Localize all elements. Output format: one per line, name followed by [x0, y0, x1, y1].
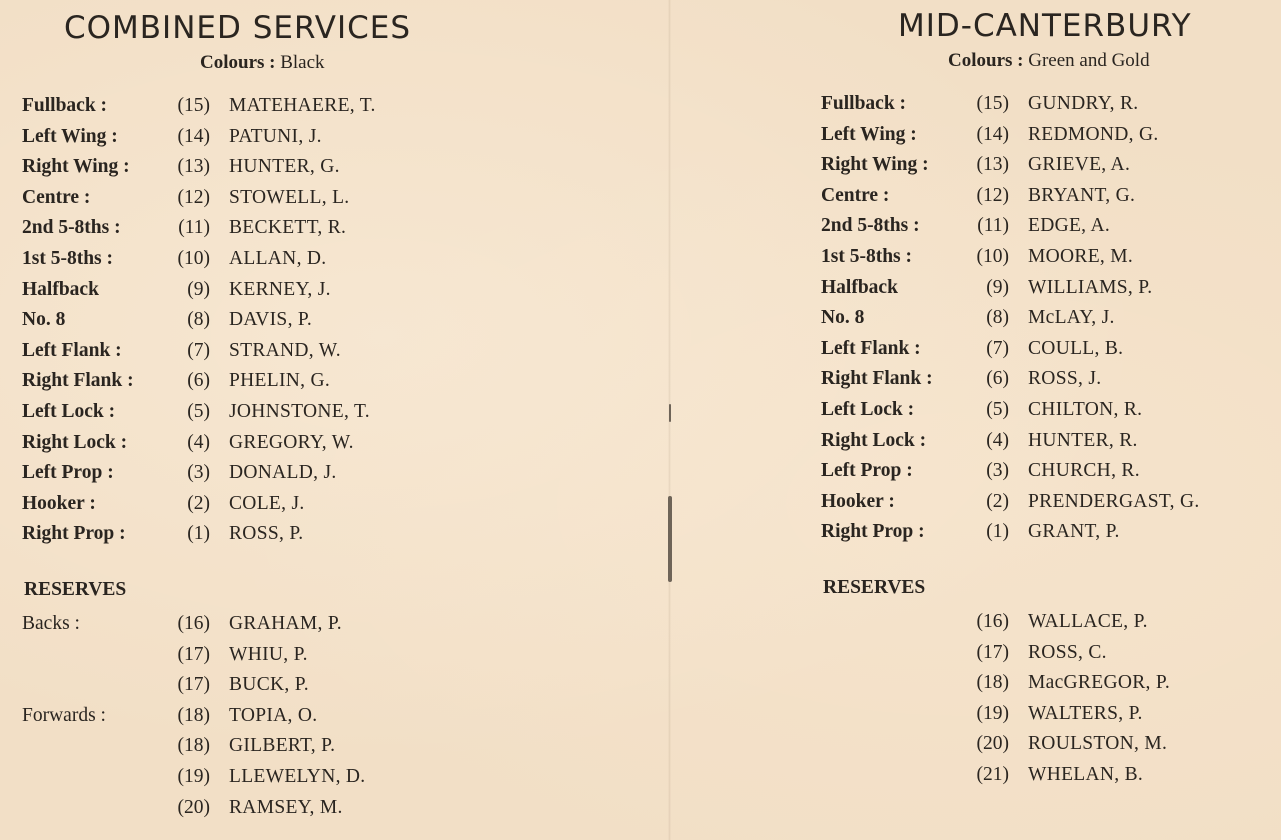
jersey-number: (4)	[986, 429, 1009, 451]
player-name: GUNDRY, R.	[1028, 93, 1139, 114]
player-name: GREGORY, W.	[229, 431, 354, 453]
player-name: LLEWELYN, D.	[229, 765, 366, 787]
jersey-number: (2)	[187, 492, 210, 514]
player-name: PATUNI, J.	[229, 125, 322, 147]
player-name: HUNTER, G.	[229, 156, 340, 178]
jersey-number: (13)	[976, 154, 1009, 176]
position-label: 1st 5-8ths :	[821, 245, 912, 267]
jersey-number: (18)	[976, 672, 1009, 694]
colours-label: Colours :	[948, 50, 1024, 71]
player-name: MacGREGOR, P.	[1028, 672, 1171, 694]
jersey-number: (15)	[976, 93, 1009, 114]
position-label: Centre :	[821, 184, 890, 206]
jersey-number: (3)	[986, 460, 1009, 482]
position-label: Halfback	[22, 278, 99, 300]
jersey-number: (18)	[177, 704, 210, 726]
player-name: RAMSEY, M.	[229, 796, 343, 818]
position-label: Left Flank :	[22, 339, 122, 361]
jersey-number: (2)	[986, 490, 1009, 512]
player-name: ALLAN, D.	[229, 247, 327, 269]
player-name: EDGE, A.	[1028, 215, 1111, 237]
position-label: Right Wing :	[22, 156, 130, 178]
position-label: No. 8	[22, 309, 66, 331]
player-name: DONALD, J.	[229, 462, 337, 484]
position-label: Right Lock :	[821, 429, 927, 451]
jersey-number: (19)	[976, 702, 1009, 724]
position-label: Right Prop :	[22, 523, 126, 545]
player-name: STOWELL, L.	[229, 186, 350, 208]
player-name: WHIU, P.	[229, 643, 308, 665]
player-name: ROSS, J.	[1028, 368, 1102, 390]
colours-value: Black	[280, 52, 325, 73]
position-label: Left Lock :	[22, 400, 116, 422]
position-label: Right Flank :	[22, 370, 134, 392]
position-label: Right Flank :	[821, 368, 933, 390]
player-name: COULL, B.	[1028, 337, 1124, 359]
player-name: PHELIN, G.	[229, 370, 331, 392]
jersey-number: (7)	[187, 339, 210, 361]
player-name: GILBERT, P.	[229, 735, 336, 757]
player-name: HUNTER, R.	[1028, 429, 1138, 451]
player-name: WILLIAMS, P.	[1028, 276, 1153, 298]
jersey-number: (6)	[986, 368, 1009, 390]
player-name: WALTERS, P.	[1028, 702, 1143, 724]
jersey-number: (16)	[177, 613, 210, 634]
position-label: Centre :	[22, 186, 91, 208]
jersey-number: (18)	[177, 735, 210, 757]
colours-value: Green and Gold	[1028, 50, 1150, 71]
jersey-number: (17)	[976, 641, 1009, 663]
jersey-number: (21)	[976, 763, 1009, 785]
player-name: MOORE, M.	[1028, 245, 1134, 267]
position-label: Hooker :	[22, 492, 96, 514]
position-label: Fullback :	[821, 93, 907, 114]
player-name: DAVIS, P.	[229, 309, 313, 331]
position-label: Left Lock :	[821, 398, 915, 420]
staple-top	[669, 404, 671, 422]
reserves-heading: RESERVES	[24, 579, 127, 600]
jersey-number: (7)	[986, 337, 1009, 359]
jersey-number: (14)	[177, 125, 210, 147]
jersey-number: (9)	[986, 276, 1009, 298]
jersey-number: (8)	[986, 307, 1009, 329]
player-name: ROSS, C.	[1028, 641, 1107, 663]
player-name: JOHNSTONE, T.	[229, 400, 370, 422]
jersey-number: (20)	[177, 796, 210, 818]
player-name: PRENDERGAST, G.	[1028, 490, 1200, 512]
jersey-number: (10)	[976, 245, 1009, 267]
jersey-number: (5)	[187, 400, 210, 422]
reserves-heading: RESERVES	[823, 577, 926, 598]
position-label: Left Flank :	[821, 337, 921, 359]
team-colours	[200, 52, 325, 74]
position-label: Left Prop :	[821, 460, 913, 482]
player-name: MATEHAERE, T.	[229, 95, 376, 116]
colours-label: Colours :	[200, 52, 276, 73]
jersey-number: (1)	[986, 521, 1009, 543]
player-name: GRAHAM, P.	[229, 613, 342, 634]
jersey-number: (13)	[177, 156, 210, 178]
reserve-group-label: Forwards :	[22, 704, 106, 726]
jersey-number: (11)	[178, 217, 210, 239]
jersey-number: (5)	[986, 398, 1009, 420]
position-label: Right Lock :	[22, 431, 128, 453]
player-name: CHILTON, R.	[1028, 398, 1143, 420]
player-name: GRIEVE, A.	[1028, 154, 1131, 176]
player-name: McLAY, J.	[1028, 307, 1115, 329]
player-name: KERNEY, J.	[229, 278, 331, 300]
reserve-group-label: Backs :	[22, 613, 80, 634]
jersey-number: (6)	[187, 370, 210, 392]
jersey-number: (9)	[187, 278, 210, 300]
position-label: Right Wing :	[821, 154, 929, 176]
jersey-number: (19)	[177, 765, 210, 787]
jersey-number: (8)	[187, 309, 210, 331]
player-name: WHELAN, B.	[1028, 763, 1144, 785]
player-name: GRANT, P.	[1028, 521, 1120, 543]
position-label: No. 8	[821, 307, 865, 329]
team-name: COMBINED SERVICES	[64, 10, 412, 46]
position-label: Left Wing :	[22, 125, 118, 147]
jersey-number: (1)	[187, 523, 210, 545]
player-name: ROSS, P.	[229, 523, 304, 545]
player-name: BECKETT, R.	[229, 217, 347, 239]
player-name: ROULSTON, M.	[1028, 733, 1168, 755]
player-name: COLE, J.	[229, 492, 305, 514]
jersey-number: (14)	[976, 123, 1009, 145]
player-name: BUCK, P.	[229, 674, 309, 696]
position-label: 2nd 5-8ths :	[22, 217, 121, 239]
player-name: REDMOND, G.	[1028, 123, 1159, 145]
jersey-number: (10)	[177, 247, 210, 269]
position-label: Left Prop :	[22, 462, 114, 484]
player-name: WALLACE, P.	[1028, 611, 1148, 632]
jersey-number: (17)	[177, 643, 210, 665]
jersey-number: (12)	[976, 184, 1009, 206]
position-label: Halfback	[821, 276, 898, 298]
staple-bottom	[668, 496, 672, 582]
jersey-number: (20)	[976, 733, 1009, 755]
jersey-number: (3)	[187, 462, 210, 484]
team-name: MID-CANTERBURY	[898, 8, 1192, 44]
player-name: CHURCH, R.	[1028, 460, 1140, 482]
player-name: BRYANT, G.	[1028, 184, 1136, 206]
jersey-number: (12)	[177, 186, 210, 208]
position-label: Right Prop :	[821, 521, 925, 543]
position-label: Fullback :	[22, 95, 108, 116]
position-label: Hooker :	[821, 490, 895, 512]
jersey-number: (4)	[187, 431, 210, 453]
jersey-number: (16)	[976, 611, 1009, 632]
player-name: STRAND, W.	[229, 339, 341, 361]
jersey-number: (15)	[177, 95, 210, 116]
jersey-number: (17)	[177, 674, 210, 696]
player-name: TOPIA, O.	[229, 704, 318, 726]
position-label: 2nd 5-8ths :	[821, 215, 920, 237]
team-colours	[948, 50, 1150, 72]
jersey-number: (11)	[977, 215, 1009, 237]
position-label: 1st 5-8ths :	[22, 247, 113, 269]
position-label: Left Wing :	[821, 123, 917, 145]
